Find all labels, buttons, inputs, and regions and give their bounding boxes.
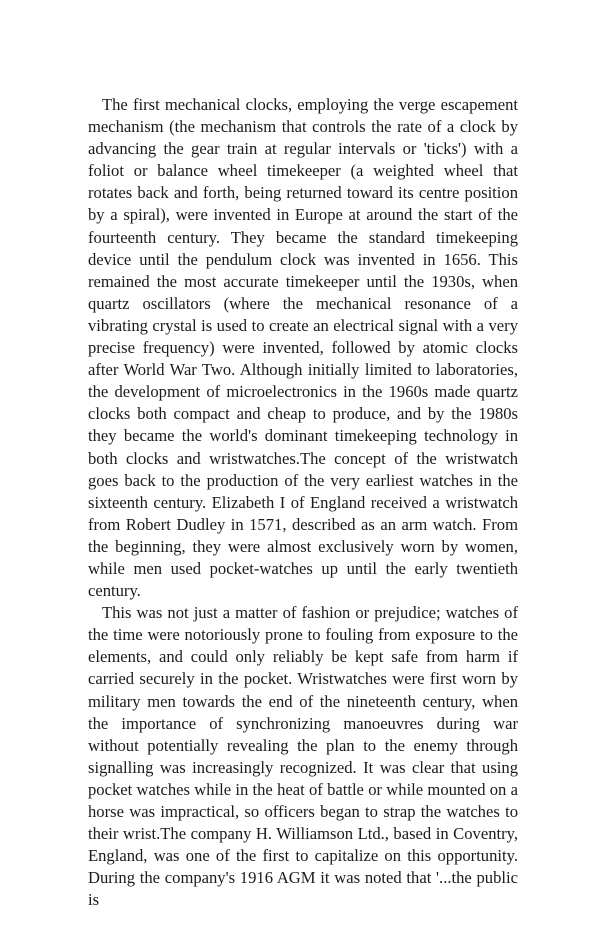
paragraph-clock-history: The first mechanical clocks, employing the verge escapement mechanism (the mechanism that controls the rate of a clock by advancing the gear train at regular intervals or 'ticks') with a foliot or balance wheel timekeeper (a weighted wheel that rotates back and forth, being returned toward its centre position by a spiral), were invented in Europe at around the start of the fourteenth century. They became the standard timekeeping device until the pendulum clock was invented in 1656. This remained the most accurate timekeeper until the 1930s, when quartz oscillators (where the mechanical resonance of a vibrating crystal is used to create an electrical signal with a very precise frequency) were invented, followed by atomic clocks after World War Two. Although initially limited to laboratories, the development of microelectronics in the 1960s made quartz clocks both compact and cheap to produce, and by the 1980s they became the world's dominant timekeeping technology in both clocks and wristwatches.The concept of the wristwatch goes back to the production of the very earliest watches in the sixteenth century. Elizabeth I of England received a wristwatch from Robert Dudley in 1571, described as an arm watch. From the beginning, they were almost exclusively worn by women, while men used pocket-watches up until the early twentieth century.: [88, 95, 518, 601]
paragraph-wristwatch-military: This was not just a matter of fashion or prejudice; watches of the time were notoriously prone to fouling from exposure to the elements, and could only reliably be kept safe from harm if carried securely in the pocket. Wristwatches were first worn by military men towards the end of the nineteenth century, when the importance of synchronizing manoeuvres during war without potentially revealing the plan to the enemy through signalling was increasingly recognized. It was clear that using pocket watches while in the heat of battle or while mounted on a horse was impractical, so officers began to strap the watches to their wrist.The company H. Williamson Ltd., based in Coventry, England, was one of the first to capitalize on this opportunity. During the company's 1916 AGM it was noted that '...the public is: [88, 603, 518, 910]
book-page: [88, 94, 518, 911]
